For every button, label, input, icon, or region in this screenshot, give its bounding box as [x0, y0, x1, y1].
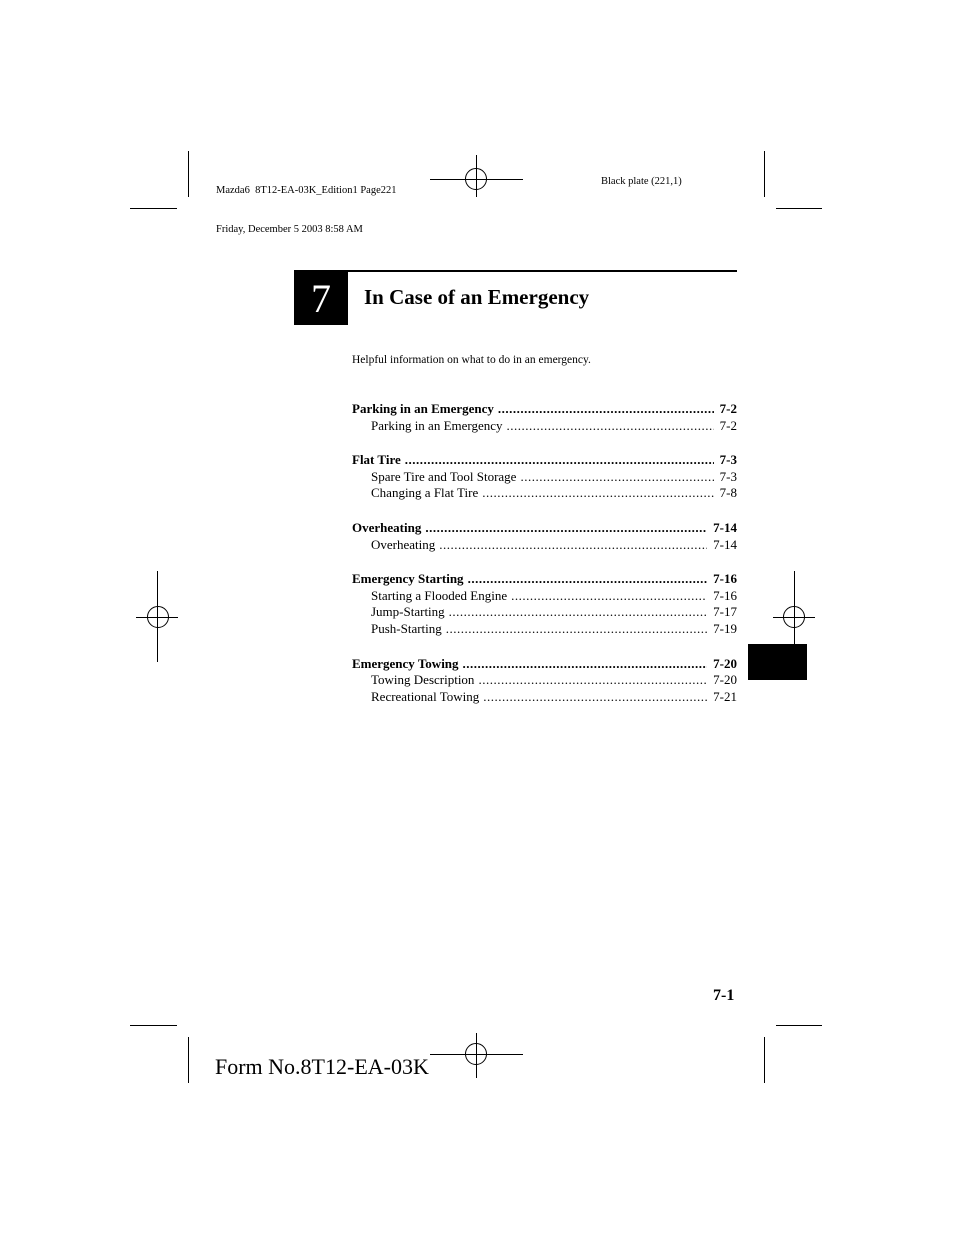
toc-section-title: Parking in an Emergency [352, 401, 494, 416]
toc-item[interactable] [352, 621, 737, 638]
header-date-line: Friday, December 5 2003 8:58 AM [216, 224, 363, 235]
toc-section-title: Emergency Starting [352, 571, 464, 587]
toc-page-number: 7-3 [719, 452, 737, 468]
dot-leader [449, 604, 707, 621]
toc-section [352, 452, 737, 502]
toc-item[interactable] [352, 469, 737, 486]
registration-mark [476, 1033, 477, 1078]
toc-item[interactable] [352, 485, 737, 502]
dot-leader [468, 571, 708, 588]
toc-section [352, 520, 737, 553]
toc-item[interactable] [352, 418, 737, 435]
crop-mark [764, 151, 765, 197]
toc-item-title: Towing Description [371, 672, 475, 688]
toc-section-title: Flat Tire [352, 452, 401, 468]
table-of-contents [352, 401, 737, 723]
toc-item[interactable] [352, 588, 737, 605]
toc-section-entry[interactable] [352, 452, 737, 469]
toc-page-number: 7-8 [719, 485, 737, 501]
toc-item[interactable] [352, 672, 737, 689]
toc-section [352, 571, 737, 637]
crop-mark [776, 1025, 822, 1026]
toc-page-number: 7-17 [713, 604, 737, 620]
registration-mark [430, 179, 523, 180]
thumb-index-tab [748, 644, 807, 680]
crop-mark [776, 208, 822, 209]
toc-section-entry[interactable] [352, 401, 737, 418]
page-number: 7-1 [713, 987, 735, 1004]
registration-mark [430, 1054, 523, 1055]
dot-leader [520, 469, 713, 486]
toc-section [352, 656, 737, 706]
crop-mark [764, 1037, 765, 1083]
crop-mark [130, 208, 177, 209]
toc-page-number: 7-20 [713, 655, 737, 671]
toc-section-title: Overheating [352, 519, 422, 535]
plate-label: Black plate (221,1) [601, 176, 682, 187]
registration-mark [773, 617, 815, 618]
crop-mark [130, 1025, 177, 1026]
toc-page-number: 7-14 [713, 536, 737, 552]
toc-page-number: 7-3 [719, 468, 737, 484]
toc-section-entry[interactable] [352, 571, 737, 588]
toc-item-title: Jump-Starting [371, 604, 445, 620]
registration-mark [136, 617, 178, 618]
chapter-rule [294, 270, 737, 272]
dot-leader [439, 537, 707, 554]
toc-item[interactable] [352, 604, 737, 621]
crop-mark [188, 1037, 189, 1083]
toc-page-number: 7-16 [713, 571, 737, 587]
dot-leader [507, 418, 714, 435]
toc-section [352, 401, 737, 434]
chapter-title: In Case of an Emergency [364, 285, 590, 309]
dot-leader [478, 672, 707, 689]
dot-leader [483, 689, 707, 706]
dot-leader [511, 588, 707, 605]
toc-item-title: Spare Tire and Tool Storage [371, 468, 517, 484]
toc-item-title: Changing a Flat Tire [371, 485, 479, 501]
toc-page-number: 7-21 [713, 688, 737, 704]
toc-section-title: Emergency Towing [352, 655, 459, 671]
toc-page-number: 7-14 [713, 519, 737, 535]
dot-leader [405, 452, 714, 469]
dot-leader [446, 621, 707, 638]
toc-section-entry[interactable] [352, 520, 737, 537]
chapter-intro: Helpful information on what to do in an emergency. [352, 354, 591, 366]
toc-item[interactable] [352, 689, 737, 706]
toc-item-title: Recreational Towing [371, 688, 480, 704]
toc-item-title: Overheating [371, 536, 436, 552]
toc-page-number: 7-2 [719, 417, 737, 433]
form-number: Form No.8T12-EA-03K [215, 1054, 429, 1079]
header-slug [216, 158, 397, 249]
toc-page-number: 7-2 [719, 401, 737, 416]
toc-item-title: Parking in an Emergency [371, 417, 503, 433]
toc-item[interactable] [352, 537, 737, 554]
dot-leader [463, 656, 708, 673]
dot-leader [425, 520, 707, 537]
toc-page-number: 7-20 [713, 672, 737, 688]
header-file-line: Mazda6 8T12-EA-03K_Edition1 Page221 [216, 185, 397, 196]
toc-page-number: 7-16 [713, 587, 737, 603]
chapter-number: 7 [294, 271, 348, 325]
dot-leader [498, 401, 714, 418]
dot-leader [482, 485, 713, 502]
toc-section-entry[interactable] [352, 656, 737, 673]
crop-mark [188, 151, 189, 197]
toc-item-title: Starting a Flooded Engine [371, 587, 508, 603]
toc-page-number: 7-19 [713, 620, 737, 636]
registration-mark [476, 155, 477, 197]
toc-item-title: Push-Starting [371, 620, 442, 636]
